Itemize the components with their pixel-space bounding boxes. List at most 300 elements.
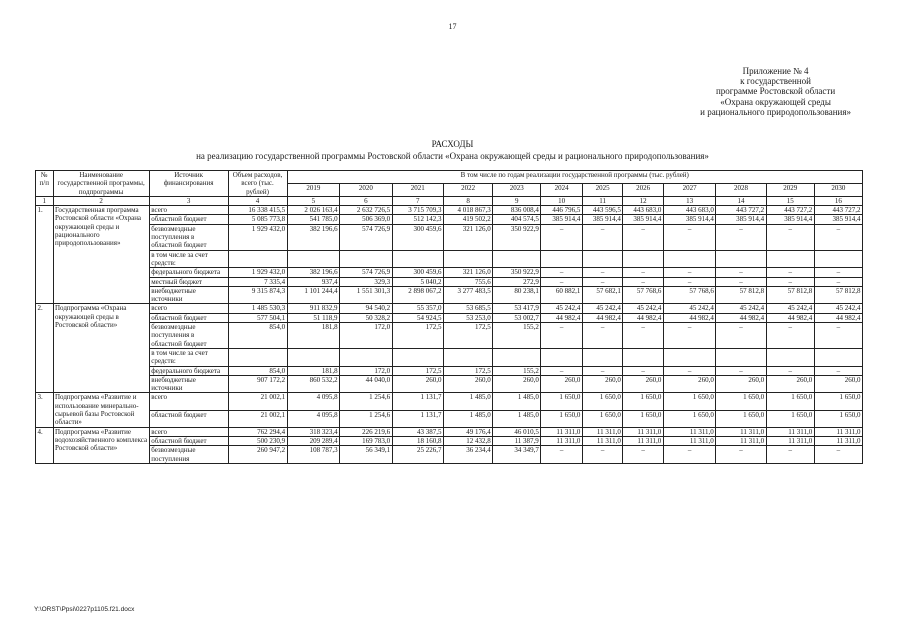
year-value: 36 234,4 <box>443 446 492 464</box>
year-value: 446 796,5 <box>541 206 583 215</box>
year-value: 1 254,6 <box>340 410 393 427</box>
year-value: 209 289,4 <box>287 436 340 445</box>
header-year: 2023 <box>493 183 541 196</box>
year-value: – <box>766 446 814 464</box>
year-value: – <box>663 268 716 277</box>
year-value: 1 650,0 <box>663 393 716 410</box>
funding-source: федерального бюджета <box>149 268 228 277</box>
funding-source: безвозмездные поступления <box>149 446 228 464</box>
year-value: 260,0 <box>392 375 443 393</box>
year-value: 1 650,0 <box>766 393 814 410</box>
year-value: 574 726,9 <box>340 268 393 277</box>
year-value: 1 650,0 <box>541 393 583 410</box>
year-value: 80 238,1 <box>493 286 541 304</box>
year-value: 4 095,8 <box>287 393 340 410</box>
section-number: 4. <box>36 427 54 463</box>
program-name: Государственная программа Ростовской области «Охрана окружающей среды и рационального природопользования» <box>53 206 149 304</box>
year-value: 385 914,4 <box>582 215 622 224</box>
total-value: 9 315 874,3 <box>228 286 287 304</box>
header-year: 2020 <box>340 183 393 196</box>
year-value: 1 485,0 <box>443 410 492 427</box>
year-value: 46 010,5 <box>493 427 541 436</box>
year-value: – <box>814 446 862 464</box>
year-value: 53 002,7 <box>493 313 541 322</box>
column-number: 6 <box>340 196 393 205</box>
year-value: 11 311,0 <box>582 436 622 445</box>
total-value: 21 002,1 <box>228 410 287 427</box>
section-number: 3. <box>36 393 54 427</box>
year-value: 329,3 <box>340 277 393 286</box>
year-value: 350 922,9 <box>493 224 541 250</box>
year-value: 1 650,0 <box>582 410 622 427</box>
table-row <box>36 224 863 250</box>
year-value: 4 018 867,3 <box>443 206 492 215</box>
year-value: 57 812,8 <box>814 286 862 304</box>
year-value: 1 485,0 <box>443 393 492 410</box>
year-value: 1 650,0 <box>766 410 814 427</box>
appendix-line: программе Ростовской области <box>715 86 836 97</box>
header-year: 2022 <box>443 183 492 196</box>
header-name: Наименование государственной программы, подпрограммы <box>53 171 149 197</box>
year-value: 1 254,6 <box>340 393 393 410</box>
year-value <box>582 250 622 268</box>
total-value: 762 294,4 <box>228 427 287 436</box>
table-row <box>36 250 863 268</box>
year-value <box>663 250 716 268</box>
year-value: 11 311,0 <box>623 436 663 445</box>
year-value: 11 311,0 <box>623 427 663 436</box>
year-value: 108 787,3 <box>287 446 340 464</box>
year-value: 53 253,0 <box>443 313 492 322</box>
column-number: 8 <box>443 196 492 205</box>
year-value: 49 176,4 <box>443 427 492 436</box>
year-value: – <box>623 446 663 464</box>
year-value: – <box>716 323 766 349</box>
year-value: 260,0 <box>814 375 862 393</box>
year-value <box>392 348 443 366</box>
funding-source: безвозмездные поступления в областной бюджет <box>149 323 228 349</box>
year-value: – <box>716 224 766 250</box>
year-value: 53 685,5 <box>443 304 492 313</box>
year-value: 1 131,7 <box>392 410 443 427</box>
header-year: 2025 <box>582 183 622 196</box>
year-value: – <box>582 446 622 464</box>
column-number: 5 <box>287 196 340 205</box>
year-value: 272,9 <box>493 277 541 286</box>
year-value: 260,0 <box>541 375 583 393</box>
table-row <box>36 410 863 427</box>
year-value: – <box>716 277 766 286</box>
year-value: 11 311,0 <box>582 427 622 436</box>
column-number: 16 <box>814 196 862 205</box>
year-value: 318 323,4 <box>287 427 340 436</box>
year-value: 11 311,0 <box>814 427 862 436</box>
year-value: 385 914,4 <box>716 215 766 224</box>
year-value: 44 982,4 <box>582 313 622 322</box>
program-name: Подпрограмма «Развитие водохозяйственного комплекса Ростовской области» <box>53 427 149 463</box>
year-value: 172,5 <box>392 366 443 375</box>
year-value: 25 226,7 <box>392 446 443 464</box>
year-value: 181,8 <box>287 323 340 349</box>
year-value: 443 727,2 <box>716 206 766 215</box>
table-row <box>36 366 863 375</box>
year-value: 11 311,0 <box>541 436 583 445</box>
appendix-line: и рационального природопользования» <box>700 106 851 117</box>
year-value: 506 369,0 <box>340 215 393 224</box>
year-value: 57 812,8 <box>766 286 814 304</box>
year-value: – <box>814 277 862 286</box>
year-value: – <box>582 366 622 375</box>
year-value: 755,6 <box>443 277 492 286</box>
year-value: 937,4 <box>287 277 340 286</box>
year-value: 300 459,6 <box>392 224 443 250</box>
total-value: 1 929 432,0 <box>228 224 287 250</box>
year-value: 382 196,6 <box>287 224 340 250</box>
year-value: 55 357,0 <box>392 304 443 313</box>
year-value: 155,2 <box>493 323 541 349</box>
section-number: 1. <box>36 206 54 304</box>
header-year: 2019 <box>287 183 340 196</box>
funding-source: в том числе за счет средств: <box>149 250 228 268</box>
total-value: 7 335,4 <box>228 277 287 286</box>
total-value: 854,0 <box>228 366 287 375</box>
year-value <box>623 348 663 366</box>
year-value: 385 914,4 <box>814 215 862 224</box>
funding-source: внебюджетные источники <box>149 286 228 304</box>
year-value: 57 768,6 <box>663 286 716 304</box>
year-value: 260,0 <box>582 375 622 393</box>
year-value: 4 095,8 <box>287 410 340 427</box>
year-value: 443 683,0 <box>663 206 716 215</box>
year-value: 350 922,9 <box>493 268 541 277</box>
year-value: 51 118,9 <box>287 313 340 322</box>
year-value: 45 242,4 <box>716 304 766 313</box>
table-row <box>36 313 863 322</box>
year-value: – <box>716 366 766 375</box>
year-value: 1 650,0 <box>623 410 663 427</box>
table-body <box>36 206 863 464</box>
column-number: 7 <box>392 196 443 205</box>
table-row <box>36 286 863 304</box>
year-value: 836 008,4 <box>493 206 541 215</box>
year-value: 300 459,6 <box>392 268 443 277</box>
funding-source: федерального бюджета <box>149 366 228 375</box>
year-value: 45 242,4 <box>623 304 663 313</box>
year-value: – <box>814 224 862 250</box>
table-row <box>36 427 863 436</box>
year-value: 260,0 <box>623 375 663 393</box>
document-subtitle: на реализацию государственной программы Ростовской области «Охрана окружающей среды и рационального природопользования» <box>196 151 709 161</box>
year-value: 1 131,7 <box>392 393 443 410</box>
year-value: 44 982,4 <box>716 313 766 322</box>
year-value: 54 924,5 <box>392 313 443 322</box>
year-value: 574 726,9 <box>340 224 393 250</box>
year-value: 155,2 <box>493 366 541 375</box>
year-value: 44 982,4 <box>623 313 663 322</box>
year-value: 57 768,6 <box>623 286 663 304</box>
year-value: 1 485,0 <box>493 410 541 427</box>
year-value: – <box>541 268 583 277</box>
year-value: – <box>582 277 622 286</box>
year-value: 385 914,4 <box>623 215 663 224</box>
document-title: РАСХОДЫ <box>431 139 474 149</box>
year-value: 44 040,0 <box>340 375 393 393</box>
table-row <box>36 206 863 215</box>
year-value: 172,5 <box>392 323 443 349</box>
year-value <box>623 250 663 268</box>
year-value: 260,0 <box>493 375 541 393</box>
year-value: 45 242,4 <box>814 304 862 313</box>
year-value: 1 650,0 <box>716 410 766 427</box>
year-value: – <box>814 366 862 375</box>
year-value: 1 650,0 <box>663 410 716 427</box>
year-value: – <box>716 268 766 277</box>
year-value <box>541 250 583 268</box>
section-number: 2. <box>36 304 54 393</box>
year-value: 45 242,4 <box>582 304 622 313</box>
year-value: 260,0 <box>766 375 814 393</box>
year-value: – <box>716 446 766 464</box>
column-number: 15 <box>766 196 814 205</box>
year-value: 3 715 709,3 <box>392 206 443 215</box>
funding-source: всего <box>149 427 228 436</box>
year-value: – <box>541 446 583 464</box>
funding-source: местный бюджет <box>149 277 228 286</box>
year-value: – <box>663 366 716 375</box>
year-value: 11 387,9 <box>493 436 541 445</box>
total-value: 1 929 432,0 <box>228 268 287 277</box>
year-value: 443 683,0 <box>623 206 663 215</box>
year-value: – <box>766 323 814 349</box>
year-value <box>493 348 541 366</box>
table-row <box>36 348 863 366</box>
year-value: 11 311,0 <box>766 436 814 445</box>
column-number: 10 <box>541 196 583 205</box>
year-value <box>541 348 583 366</box>
table-row <box>36 304 863 313</box>
year-value: 2 632 726,5 <box>340 206 393 215</box>
header-year: 2026 <box>623 183 663 196</box>
year-value: 18 160,8 <box>392 436 443 445</box>
column-number: 12 <box>623 196 663 205</box>
year-value <box>493 250 541 268</box>
year-value: – <box>623 277 663 286</box>
year-value: 169 783,0 <box>340 436 393 445</box>
total-value: 16 338 415,5 <box>228 206 287 215</box>
year-value: 512 142,3 <box>392 215 443 224</box>
funding-source: всего <box>149 304 228 313</box>
table-row <box>36 436 863 445</box>
column-number-row <box>36 196 863 205</box>
column-number: 2 <box>53 196 149 205</box>
table-row <box>36 277 863 286</box>
year-value: 57 812,8 <box>716 286 766 304</box>
appendix-line: к государственной <box>740 76 811 87</box>
table-row <box>36 268 863 277</box>
year-value: 385 914,4 <box>663 215 716 224</box>
funding-source: всего <box>149 393 228 410</box>
year-value: 11 311,0 <box>663 436 716 445</box>
year-value: 419 502,2 <box>443 215 492 224</box>
year-value <box>287 348 340 366</box>
year-value: 1 650,0 <box>582 393 622 410</box>
header-year: 2028 <box>716 183 766 196</box>
year-value: 60 882,1 <box>541 286 583 304</box>
year-value: 443 596,5 <box>582 206 622 215</box>
year-value <box>340 250 393 268</box>
funding-source: безвозмездные поступления в областной бюджет <box>149 224 228 250</box>
page-number: 17 <box>448 22 457 31</box>
year-value: – <box>766 366 814 375</box>
header-source: Источник финансирования <box>149 171 228 197</box>
year-value: 2 898 067,2 <box>392 286 443 304</box>
year-value: 45 242,4 <box>541 304 583 313</box>
year-value: – <box>766 268 814 277</box>
year-value: 260,0 <box>443 375 492 393</box>
year-value: 11 311,0 <box>766 427 814 436</box>
year-value: 43 387,5 <box>392 427 443 436</box>
year-value: 181,8 <box>287 366 340 375</box>
header-year: 2021 <box>392 183 443 196</box>
year-value: 11 311,0 <box>814 436 862 445</box>
year-value <box>766 348 814 366</box>
table-row <box>36 375 863 393</box>
year-value: – <box>541 323 583 349</box>
year-value: 2 026 163,4 <box>287 206 340 215</box>
year-value: 1 650,0 <box>716 393 766 410</box>
year-value: 860 532,2 <box>287 375 340 393</box>
year-value: 50 328,2 <box>340 313 393 322</box>
year-value: 226 219,6 <box>340 427 393 436</box>
funding-source: областной бюджет <box>149 410 228 427</box>
year-value <box>443 348 492 366</box>
column-number: 13 <box>663 196 716 205</box>
total-value: 1 485 530,3 <box>228 304 287 313</box>
year-value: 260,0 <box>663 375 716 393</box>
year-value: 385 914,4 <box>541 215 583 224</box>
year-value: 44 982,4 <box>766 313 814 322</box>
total-value <box>228 250 287 268</box>
total-value <box>228 348 287 366</box>
year-value: 12 432,8 <box>443 436 492 445</box>
year-value: – <box>814 268 862 277</box>
header-row-1 <box>36 171 863 184</box>
year-value: – <box>663 323 716 349</box>
year-value: – <box>663 446 716 464</box>
year-value: 1 650,0 <box>623 393 663 410</box>
table-row <box>36 323 863 349</box>
total-value: 907 172,2 <box>228 375 287 393</box>
column-number: 3 <box>149 196 228 205</box>
year-value: – <box>766 224 814 250</box>
year-value: 172,5 <box>443 366 492 375</box>
appendix-line: «Охрана окружающей среды <box>720 96 831 107</box>
total-value: 500 230,9 <box>228 436 287 445</box>
year-value <box>287 250 340 268</box>
funding-source: всего <box>149 206 228 215</box>
year-value: 44 982,4 <box>541 313 583 322</box>
header-year: 2029 <box>766 183 814 196</box>
total-value: 854,0 <box>228 323 287 349</box>
year-value: 382 196,6 <box>287 268 340 277</box>
year-value: – <box>663 277 716 286</box>
program-name: Подпрограмма «Развитие и использование минерально-сырьевой базы Ростовской области» <box>53 393 149 427</box>
year-value: 11 311,0 <box>716 436 766 445</box>
header-years-group: В том числе по годам реализации государственной программы (тыс. рублей) <box>287 171 862 184</box>
year-value: 1 650,0 <box>814 410 862 427</box>
year-value <box>716 348 766 366</box>
year-value: 1 485,0 <box>493 393 541 410</box>
year-value: – <box>582 224 622 250</box>
year-value: – <box>766 277 814 286</box>
year-value: 321 126,0 <box>443 268 492 277</box>
header-year: 2030 <box>814 183 862 196</box>
year-value <box>814 250 862 268</box>
year-value: – <box>541 366 583 375</box>
year-value: 94 540,2 <box>340 304 393 313</box>
year-value: 44 982,4 <box>663 313 716 322</box>
funding-source: областной бюджет <box>149 436 228 445</box>
year-value: 1 551 301,3 <box>340 286 393 304</box>
year-value: 321 126,0 <box>443 224 492 250</box>
year-value: 3 277 483,5 <box>443 286 492 304</box>
year-value: – <box>582 323 622 349</box>
program-name: Подпрограмма «Охрана окружающей среды в Ростовской области» <box>53 304 149 393</box>
year-value: 53 417,9 <box>493 304 541 313</box>
table-row <box>36 215 863 224</box>
year-value: 11 311,0 <box>663 427 716 436</box>
year-value: 1 650,0 <box>814 393 862 410</box>
year-value: 172,0 <box>340 323 393 349</box>
year-value: – <box>623 268 663 277</box>
year-value: 34 349,7 <box>493 446 541 464</box>
expenses-table <box>35 170 863 464</box>
year-value: 541 785,0 <box>287 215 340 224</box>
year-value <box>392 250 443 268</box>
year-value <box>663 348 716 366</box>
year-value: – <box>814 323 862 349</box>
year-value <box>716 250 766 268</box>
column-number: 4 <box>228 196 287 205</box>
year-value: 385 914,4 <box>766 215 814 224</box>
year-value: 11 311,0 <box>541 427 583 436</box>
year-value: 45 242,4 <box>766 304 814 313</box>
year-value: – <box>623 366 663 375</box>
year-value <box>814 348 862 366</box>
year-value: 911 832,9 <box>287 304 340 313</box>
table-row <box>36 446 863 464</box>
year-value: 404 574,5 <box>493 215 541 224</box>
year-value: 1 101 244,4 <box>287 286 340 304</box>
year-value: – <box>541 277 583 286</box>
column-number: 11 <box>582 196 622 205</box>
total-value: 5 085 773,8 <box>228 215 287 224</box>
year-value: – <box>623 224 663 250</box>
header-total: Объем расходов, всего (тыс. рублей) <box>228 171 287 197</box>
column-number: 14 <box>716 196 766 205</box>
year-value: 443 727,2 <box>814 206 862 215</box>
total-value: 260 947,2 <box>228 446 287 464</box>
year-value: 57 682,1 <box>582 286 622 304</box>
funding-source: областной бюджет <box>149 313 228 322</box>
year-value: 172,5 <box>443 323 492 349</box>
year-value: – <box>663 224 716 250</box>
column-number: 1 <box>36 196 54 205</box>
funding-source: областной бюджет <box>149 215 228 224</box>
year-value: 45 242,4 <box>663 304 716 313</box>
column-number: 9 <box>493 196 541 205</box>
year-value: – <box>541 224 583 250</box>
